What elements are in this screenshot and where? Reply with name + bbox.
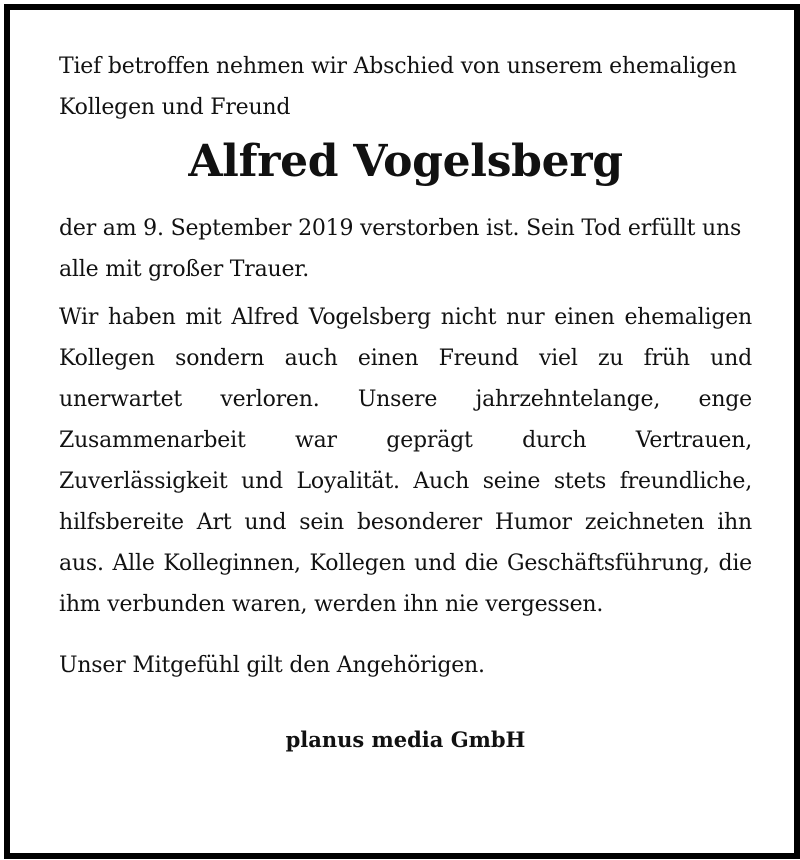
tribute-text: Wir haben mit Alfred Vogelsberg nicht nur einen ehemaligen Kollegen sondern auch einen Freund viel zu früh und unerwartet verloren. Unsere jahrzehntelange, enge Zusammenarbeit war geprägt durch Vertrauen, Zuverlässigkeit und Loyalität. Auch seine stets freundliche, hilfsbereite Art und sein besonderer Humor zeichneten ihn aus. Alle Kolleginnen, Kollegen und die Geschäftsführung, die ihm verbunden waren, werden ihn nie vergessen. — [59, 305, 752, 617]
notice-content — [59, 46, 752, 755]
death-text: der am 9. September 2019 verstorben ist. Sein Tod erfüllt uns alle mit großer Trauer. — [59, 216, 742, 282]
sympathy-text: Unser Mitgefühl gilt den Angehörigen. — [59, 653, 485, 678]
notice-frame — [4, 4, 800, 859]
company-signature: planus media GmbH — [285, 727, 526, 752]
deceased-name: Alfred Vogelsberg — [188, 136, 623, 187]
intro-text: Tief betroffen nehmen wir Abschied von unserem ehemaligen Kollegen und Freund — [59, 54, 737, 120]
